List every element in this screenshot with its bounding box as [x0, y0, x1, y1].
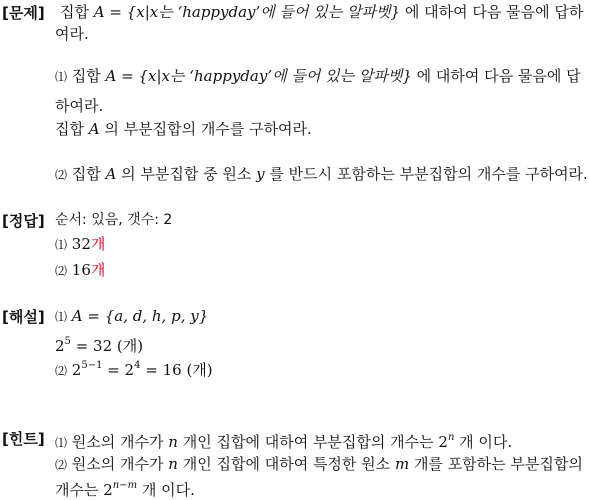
question-text: 에 대하여 다음 물음에 답 — [411, 67, 581, 85]
power-base: 2 — [55, 337, 65, 355]
power-exponent: 5 — [64, 336, 71, 347]
math-variable: n — [168, 433, 178, 451]
answer-number: ⑵ — [55, 264, 68, 278]
answer-value: 32 — [71, 235, 91, 253]
question-text: 의 부분집합 중 원소 — [116, 165, 257, 183]
answer-2 — [55, 260, 105, 281]
power-exponent: 4 — [134, 360, 141, 371]
calc-mid: = 2 — [102, 361, 135, 379]
set-definition: A = {x|x는 ‘happyday’에 들어 있는 알파벳} — [105, 67, 412, 85]
answer-tag: [정답] — [2, 212, 45, 230]
hint-text: 원소의 개수가 — [71, 455, 169, 473]
question-1-line1 — [55, 66, 581, 87]
question-text: 를 반드시 포함하는 부분집합의 개수를 구하여라. — [264, 165, 588, 183]
math-variable: m — [394, 455, 410, 473]
math-variable: y — [256, 165, 265, 183]
problem-statement-line2: 여라. — [55, 25, 89, 43]
question-text: 집합 — [71, 67, 106, 85]
hint-number: ⑴ — [55, 436, 68, 450]
explanation-1 — [55, 306, 208, 327]
hint-2-line2 — [55, 476, 195, 500]
problem-tag: [문제] — [2, 4, 45, 22]
set-definition: A = {x|x는 ‘happyday’에 들어 있는 알파벳} — [93, 3, 401, 21]
explanation-2-calc — [55, 356, 213, 381]
set-elements: A = {a, d, h, p, y} — [71, 307, 209, 325]
problem-statement-line1 — [60, 2, 583, 22]
explanation-1-calc — [55, 332, 143, 356]
calc-result: = 32 (개) — [70, 337, 144, 355]
calc-result: = 16 (개) — [140, 361, 213, 379]
answer-unit: 개 — [90, 261, 106, 279]
question-text: 집합 — [71, 165, 106, 183]
math-variable: A — [88, 120, 100, 138]
answer-1 — [55, 234, 105, 255]
hint-text: 개인 집합에 대하여 특정한 원소 — [177, 455, 395, 473]
hint-number: ⑵ — [55, 458, 68, 472]
power-exponent: n−m — [112, 480, 138, 491]
question-number: ⑵ — [55, 168, 68, 182]
hint-tag: [힌트] — [2, 430, 45, 448]
answer-value: 16 — [71, 261, 91, 279]
hint-2-line1 — [55, 454, 583, 475]
math-variable: n — [168, 455, 178, 473]
explanation-number: ⑵ — [55, 364, 68, 378]
power-exponent: n — [447, 432, 455, 443]
problem-text: 집합 — [60, 3, 94, 21]
hint-text: 개 이다. — [454, 433, 513, 451]
math-variable: A — [105, 165, 117, 183]
question-2 — [55, 164, 588, 185]
hint-1 — [55, 428, 512, 453]
hint-text: 개 이다. — [137, 481, 195, 499]
problem-text: 에 대하여 다음 물음에 답하 — [400, 3, 584, 21]
question-number: ⑴ — [55, 70, 68, 84]
question-text: 의 부분집합의 개수를 구하여라. — [99, 120, 312, 138]
question-text: 집합 — [55, 120, 89, 138]
hint-text: 개수는 2 — [55, 481, 113, 499]
answer-number: ⑴ — [55, 238, 68, 252]
hint-text: 개를 포함하는 부분집합의 — [409, 455, 583, 473]
power-base: 2 — [71, 361, 82, 379]
power-exponent: 5−1 — [81, 360, 103, 371]
answer-order-count: 순서: 있음, 갯수: 2 — [55, 212, 173, 228]
answer-unit: 개 — [90, 235, 106, 253]
hint-text: 개인 집합에 대하여 부분집합의 개수는 2 — [177, 433, 448, 451]
question-1-line2: 하여라. — [55, 97, 104, 115]
explanation-number: ⑴ — [55, 310, 68, 324]
hint-text: 원소의 개수가 — [71, 433, 169, 451]
question-1-line3 — [55, 119, 312, 139]
explanation-tag: [해설] — [2, 308, 45, 326]
